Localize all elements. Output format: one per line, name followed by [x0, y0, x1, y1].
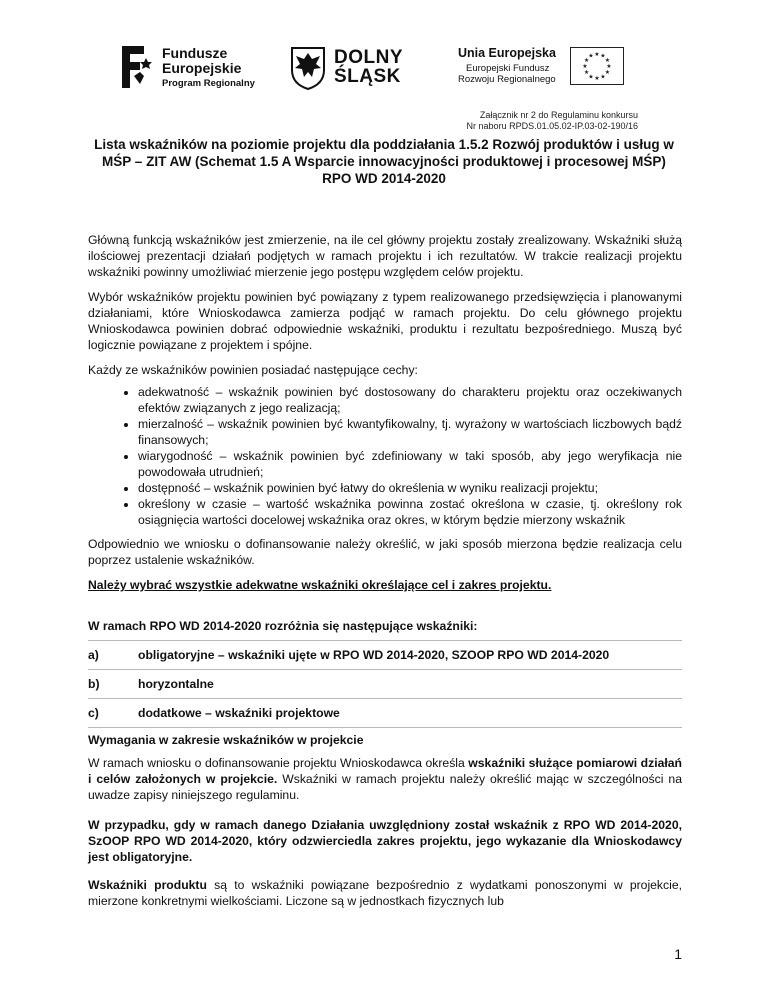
p6-part1: W ramach wniosku o dofinansowanie projektu Wnioskodawca określa — [88, 756, 469, 770]
ue-sub2: Rozwoju Regionalnego — [458, 74, 556, 85]
document-body — [88, 232, 682, 918]
svg-text:★: ★ — [582, 62, 588, 70]
svg-text:★: ★ — [604, 68, 611, 76]
paragraph-requirements — [88, 755, 682, 803]
fe-sub: Program Regionalny — [162, 77, 255, 89]
p8-bold: Wskaźniki produktu — [88, 878, 207, 892]
fundusze-europejskie-logo — [120, 44, 255, 90]
unia-europejska-logo — [458, 46, 624, 85]
paragraph-product-indicators — [88, 877, 682, 909]
table-row — [88, 698, 682, 728]
table-row — [88, 669, 682, 698]
features-list — [88, 384, 682, 528]
svg-text:★: ★ — [588, 72, 594, 80]
svg-text:★: ★ — [600, 52, 606, 60]
table-row — [88, 640, 682, 669]
page-number: 1 — [674, 946, 682, 962]
annex-line1: Załącznik nr 2 do Regulaminu konkursu — [479, 110, 638, 120]
table-heading: W ramach RPO WD 2014-2020 rozróżnia się następujące wskaźniki: — [88, 619, 478, 633]
list-item: • mierzalność – wskaźnik powinien być kwantyfikowalny, tj. wyrażony w wartościach liczbowych bądź finansowych; — [138, 416, 682, 448]
p6-bold: wskaźniki służące pomiarowi działań i celów założonych w projekcie. — [88, 756, 682, 786]
list-item: • adekwatność – wskaźnik powinien być dostosowany do charakteru projektu oraz oczekiwanych efektów związanych z jego realizacją; — [138, 384, 682, 416]
paragraph-selection: Wybór wskaźników projektu powinien być powiązany z typem realizowanego przedsięwzięcia i planowanymi działaniami, które Wnioskodawca zamierza podjąć w ramach projektu. Do celu głównego projektu Wnioskodawca powinien dobrać odpowiednie wskaźniki, produktu i rezultatu bezpośredniego. Muszą być logicznie powiązane z projektem i spójne. — [88, 290, 682, 352]
paragraph-features: Każdy ze wskaźników powinien posiadać następujące cechy: — [88, 363, 418, 377]
svg-text:★: ★ — [594, 50, 600, 58]
paragraph-intro: Główną funkcją wskaźników jest zmierzenie, na ile cel główny projektu zostały zrealizowany. Wskaźniki służą ilościowej prezentacji działań podjętych w ramach projektu i ich rezultatów. W trakcie realizacji projektu wskaźniki powinny umożliwiać mierzenie jego postępu względem celów projektu. — [88, 233, 682, 279]
ds-line1: DOLNY — [334, 47, 403, 68]
row-text: dodatkowe – wskaźniki projektowe — [138, 706, 340, 720]
svg-text:★: ★ — [606, 62, 612, 70]
indicator-types-table — [88, 618, 682, 728]
fe-emblem-icon — [120, 44, 156, 90]
paragraph-measure: Odpowiednio we wniosku o dofinansowanie należy określić, w jaki sposób mierzona będzie realizacja celu poprzez ustalenie wskaźników. — [88, 537, 682, 567]
svg-text:★: ★ — [583, 56, 590, 64]
row-letter: a) — [88, 648, 99, 662]
dolny-slask-logo — [290, 44, 403, 90]
title-line1: Lista wskaźników na poziomie projektu dla poddziałania 1.5.2 Rozwój produktów i usług w — [94, 137, 674, 152]
row-letter: c) — [88, 706, 99, 720]
annex-line2: Nr naboru RPDS.01.05.02-IP.03-02-190/16 — [466, 121, 638, 131]
fe-line1: Fundusze — [162, 44, 228, 61]
ue-title: Unia Europejska — [458, 46, 556, 60]
logo-bar — [0, 40, 768, 100]
title-line3: RPO WD 2014-2020 — [322, 171, 446, 186]
list-item: • dostępność – wskaźnik powinien być łatwy do określenia w wyniku realizacji projektu; — [138, 480, 682, 496]
svg-text:★: ★ — [600, 72, 606, 80]
row-text: obligatoryjne – wskaźniki ujęte w RPO WD 2014-2020, SZOOP RPO WD 2014-2020 — [138, 648, 610, 662]
svg-text:★: ★ — [594, 74, 600, 82]
p6-part3: Wskaźniki w ramach projektu należy określić mając w szczególności na uwadze zapisy niniejszego regulaminu. — [88, 772, 682, 802]
paragraph-obligatory: W przypadku, gdy w ramach danego Działania uwzględniony został wskaźnik z RPO WD 2014-2020, SzOOP RPO WD 2014-2020, który odzwierciedla zakres projektu, jego wykazanie dla Wnioskodawcy jest obligatoryjne. — [88, 818, 682, 864]
title-line2: MŚP – ZIT AW (Schemat 1.5 A Wsparcie innowacyjności produktowej i procesowej MŚP) — [102, 154, 666, 169]
eu-flag-icon — [570, 47, 624, 85]
svg-text:★: ★ — [588, 52, 594, 60]
row-letter: b) — [88, 677, 100, 691]
svg-text:★: ★ — [604, 56, 611, 64]
list-item: • wiarygodność – wskaźnik powinien być zdefiniowany w taki sposób, aby jego weryfikacja nie powodowała utrudnień; — [138, 448, 682, 480]
svg-text:★: ★ — [583, 68, 590, 76]
ds-line2: ŚLĄSK — [334, 66, 401, 87]
ue-sub1: Europejski Fundusz — [466, 63, 550, 74]
list-item: • określony w czasie – wartość wskaźnika powinna zostać określona w czasie, tj. określony rok osiągnięcia wartości docelowej wskaźnika oraz okres, w którym będzie mierzony wskaźnik — [138, 496, 682, 528]
row-text: horyzontalne — [138, 677, 214, 691]
fe-line2: Europejskie — [162, 59, 242, 76]
paragraph-choose-all: Należy wybrać wszystkie adekwatne wskaźniki określające cel i zakres projektu. — [88, 578, 552, 592]
document-title — [60, 136, 708, 187]
section-heading: Wymagania w zakresie wskaźników w projekcie — [88, 733, 364, 747]
annex-note — [467, 110, 638, 132]
p8-rest: są to wskaźniki powiązane bezpośrednio z wydatkami ponoszonymi w projekcie, mierzone konkretnymi wielkościami. Liczone są w jednostkach fizycznych lub — [88, 878, 682, 908]
coat-of-arms-icon — [290, 44, 326, 90]
